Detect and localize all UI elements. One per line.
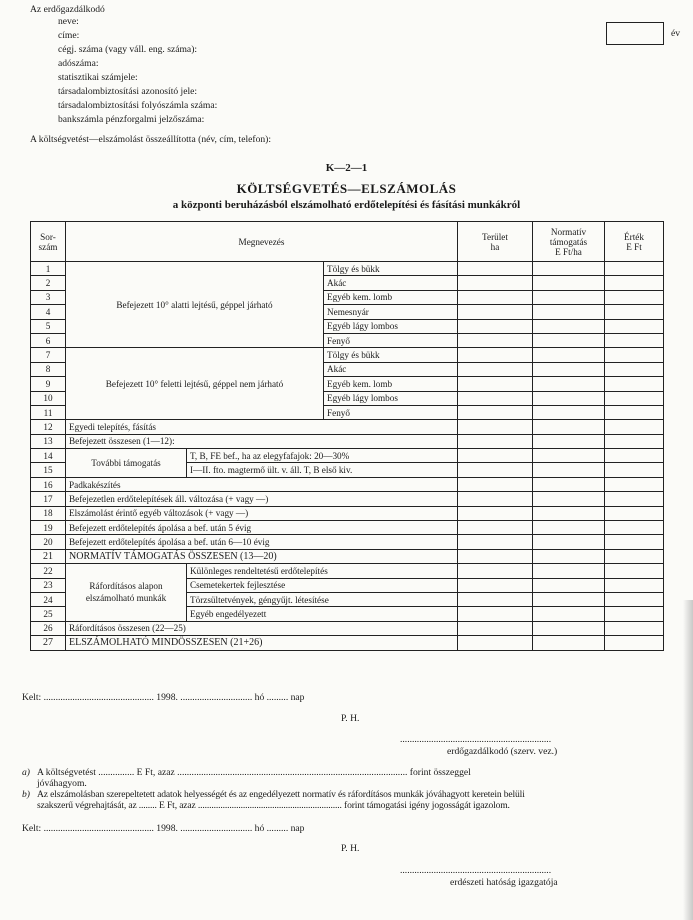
cell-normativ[interactable]: [533, 477, 605, 491]
cell-terulet[interactable]: [458, 449, 533, 463]
cell-terulet[interactable]: [458, 463, 533, 477]
row-label: Fenyő: [324, 333, 458, 347]
cell-terulet[interactable]: [458, 319, 533, 333]
col-header-normativ: Normatív támogatás E Ft/ha: [533, 222, 605, 262]
col-header-terulet: Terület ha: [458, 222, 533, 262]
cell-ertek[interactable]: [605, 477, 664, 491]
kelt-line-1[interactable]: Kelt: .............................................. 1998. .............................. hó ......... nap: [22, 692, 305, 703]
cell-terulet[interactable]: [458, 578, 533, 592]
cell-terulet[interactable]: [458, 377, 533, 391]
row-number: 8: [31, 362, 66, 376]
row-number: 2: [31, 276, 66, 290]
cell-normativ[interactable]: [533, 521, 605, 535]
cell-terulet[interactable]: [458, 506, 533, 520]
cell-ertek[interactable]: [605, 290, 664, 304]
row-label: Padkakészítés: [66, 477, 458, 491]
table-row: [31, 262, 664, 276]
row-number: 25: [31, 607, 66, 621]
cell-terulet[interactable]: [458, 305, 533, 319]
row-label: Akác: [324, 276, 458, 290]
group2-label: Befejezett 10° feletti lejtésű, géppel nem járható: [66, 348, 324, 420]
cell-normativ[interactable]: [533, 305, 605, 319]
header-line-cegj: cégj. száma (vagy váll. eng. száma):: [58, 44, 198, 55]
signature-line-2[interactable]: ...............................................................: [400, 865, 552, 876]
header-line-stat: statisztikai számjele:: [58, 72, 138, 83]
row-number: 9: [31, 377, 66, 391]
cell-terulet[interactable]: [458, 621, 533, 635]
cell-normativ[interactable]: [533, 607, 605, 621]
item-a-text-cont: jóváhagyom.: [37, 778, 87, 789]
row-number: 15: [31, 463, 66, 477]
row-number: 22: [31, 564, 66, 578]
budget-table: [30, 221, 664, 651]
cell-terulet[interactable]: [458, 276, 533, 290]
table-row: [31, 449, 664, 463]
cell-normativ[interactable]: [533, 405, 605, 419]
cell-terulet[interactable]: [458, 535, 533, 549]
cell-terulet[interactable]: [458, 362, 533, 376]
row-number: 11: [31, 405, 66, 419]
group1-label: Befejezett 10° alatti lejtésű, géppel járható: [66, 262, 324, 348]
cell-normativ[interactable]: [533, 592, 605, 606]
table-row: [31, 621, 664, 635]
row-number: 18: [31, 506, 66, 520]
cell-normativ[interactable]: [533, 434, 605, 448]
cell-terulet[interactable]: [458, 492, 533, 506]
row-label: I—II. fto. magtermő ült. v. áll. T, B első kiv.: [187, 463, 458, 477]
year-input-box[interactable]: [606, 22, 664, 45]
row-label: Nemesnyár: [324, 305, 458, 319]
row-label: Csemetekertek fejlesztése: [187, 578, 458, 592]
cell-ertek[interactable]: [605, 549, 664, 563]
cell-ertek[interactable]: [605, 362, 664, 376]
table-row: [31, 535, 664, 549]
row-number: 12: [31, 420, 66, 434]
header-line-bankszamla: bankszámla pénzforgalmi jelzőszáma:: [58, 114, 205, 125]
cell-normativ[interactable]: [533, 319, 605, 333]
row-label: Egyéb kem. lomb: [324, 290, 458, 304]
header-line-erdogazdalkodo: Az erdőgazdálkodó: [30, 4, 105, 15]
row-label: Tölgy és bükk: [324, 348, 458, 362]
item-a-label: a): [22, 767, 30, 778]
row-label: Egyéb engedélyezett: [187, 607, 458, 621]
cell-terulet[interactable]: [458, 333, 533, 347]
row-number: 4: [31, 305, 66, 319]
signature-label-2: erdészeti hatóság igazgatója: [450, 877, 558, 888]
cell-normativ[interactable]: [533, 506, 605, 520]
cell-terulet[interactable]: [458, 434, 533, 448]
cell-ertek[interactable]: [605, 348, 664, 362]
col-header-megnevezes: Megnevezés: [66, 222, 458, 262]
row-label: ELSZÁMOLHATÓ MINDÖSSZESEN (21+26): [66, 636, 458, 650]
row-label: Befejezett összesen (1—12):: [66, 434, 458, 448]
row-number: 23: [31, 578, 66, 592]
table-row: [31, 420, 664, 434]
signature-label-1: erdőgazdálkodó (szerv. vez.): [447, 746, 558, 757]
cell-terulet[interactable]: [458, 636, 533, 650]
raford-label: Ráfordításos alapon elszámolható munkák: [66, 564, 187, 622]
row-number: 24: [31, 592, 66, 606]
row-number: 26: [31, 621, 66, 635]
table-row: [31, 348, 664, 362]
cell-ertek[interactable]: [605, 592, 664, 606]
cell-ertek[interactable]: [605, 506, 664, 520]
col-header-ertek: Érték E Ft: [605, 222, 664, 262]
table-row: [31, 506, 664, 520]
row-number: 5: [31, 319, 66, 333]
cell-normativ[interactable]: [533, 578, 605, 592]
cell-ertek[interactable]: [605, 420, 664, 434]
cell-terulet[interactable]: [458, 348, 533, 362]
cell-normativ[interactable]: [533, 463, 605, 477]
cell-normativ[interactable]: [533, 636, 605, 650]
form-title: KÖLTSÉGVETÉS—ELSZÁMOLÁS: [236, 181, 457, 196]
row-label: Befejezett erdőtelepítés ápolása a bef. után 6—10 évig: [66, 535, 458, 549]
table-row: [31, 477, 664, 491]
table-row: [31, 492, 664, 506]
row-label: Befejezetlen erdőtelepítések áll. változása (+ vagy —): [66, 492, 458, 506]
cell-ertek[interactable]: [605, 391, 664, 405]
cell-ertek[interactable]: [605, 636, 664, 650]
table-row: [31, 549, 664, 563]
ph-stamp-2: P. H.: [341, 843, 360, 854]
cell-normativ[interactable]: [533, 333, 605, 347]
cell-normativ[interactable]: [533, 420, 605, 434]
item-b-text: Az elszámolásban szerepeltetett adatok helyességét és az engedélyezett normatív és ráfordításos munkák jóváhagyott keretein belüli: [37, 789, 525, 800]
header-line-taj: társadalombiztosítási azonosító jele:: [58, 86, 198, 97]
cell-normativ[interactable]: [533, 290, 605, 304]
cell-ertek[interactable]: [605, 463, 664, 477]
cell-normativ[interactable]: [533, 549, 605, 563]
row-number: 7: [31, 348, 66, 362]
cell-terulet[interactable]: [458, 564, 533, 578]
row-label: Egyéb kem. lomb: [324, 377, 458, 391]
header-line-cime: címe:: [58, 30, 80, 41]
table-row: [31, 434, 664, 448]
cell-ertek[interactable]: [605, 305, 664, 319]
cell-normativ[interactable]: [533, 276, 605, 290]
cell-ertek[interactable]: [605, 521, 664, 535]
cell-normativ[interactable]: [533, 535, 605, 549]
cell-terulet[interactable]: [458, 477, 533, 491]
cell-normativ[interactable]: [533, 262, 605, 276]
table-row: [31, 521, 664, 535]
row-number: 14: [31, 449, 66, 463]
row-number: 6: [31, 333, 66, 347]
cell-terulet[interactable]: [458, 521, 533, 535]
row-number: 20: [31, 535, 66, 549]
row-number: 19: [31, 521, 66, 535]
cell-ertek[interactable]: [605, 405, 664, 419]
table-header-row: [31, 222, 664, 262]
cell-terulet[interactable]: [458, 607, 533, 621]
cell-terulet[interactable]: [458, 405, 533, 419]
ph-stamp-1: P. H.: [341, 713, 360, 724]
form-code: K—2—1: [325, 162, 368, 174]
row-label: Különleges rendeltetésű erdőtelepítés: [187, 564, 458, 578]
kelt-line-2[interactable]: Kelt: .............................................. 1998. .............................. hó ......... nap: [22, 823, 305, 834]
item-b-label: b): [22, 789, 30, 800]
cell-ertek[interactable]: [605, 434, 664, 448]
row-number: 10: [31, 391, 66, 405]
item-a-text[interactable]: A költségvetést ............... E Ft, azaz ................................................................................................ forint összeggel: [37, 767, 471, 778]
row-number: 16: [31, 477, 66, 491]
header-line-adoszam: adószáma:: [58, 58, 99, 69]
row-label: Ráfordításos összesen (22—25): [66, 621, 458, 635]
cell-ertek[interactable]: [605, 377, 664, 391]
row-label: Egyedi telepítés, fásítás: [66, 420, 458, 434]
row-label: Befejezett erdőtelepítés ápolása a bef. után 5 évig: [66, 521, 458, 535]
cell-terulet[interactable]: [458, 549, 533, 563]
row-number: 1: [31, 262, 66, 276]
row-label: Tölgy és bükk: [324, 262, 458, 276]
row-label: Fenyő: [324, 405, 458, 419]
item-b-text-cont[interactable]: szakszerű végrehajtását, az ........ E Ft, azaz ................................................................ forint támogatási igény jogosságát igazolom.: [37, 800, 510, 811]
row-number: 21: [31, 549, 66, 563]
row-label: Elszámolást érintő egyéb változások (+ vagy —): [66, 506, 458, 520]
cell-terulet[interactable]: [458, 391, 533, 405]
tovabbi-label: További támogatás: [66, 449, 187, 478]
row-label: Egyéb lágy lombos: [324, 319, 458, 333]
cell-ertek[interactable]: [605, 449, 664, 463]
row-number: 13: [31, 434, 66, 448]
form-subtitle: a központi beruházásból elszámolható erdőtelepítési és fásítási munkákról: [172, 199, 521, 211]
row-label: T, B, FE bef., ha az elegyfafajok: 20—30%: [187, 449, 458, 463]
cell-terulet[interactable]: [458, 290, 533, 304]
cell-ertek[interactable]: [605, 276, 664, 290]
table-row: [31, 564, 664, 578]
cell-normativ[interactable]: [533, 492, 605, 506]
cell-ertek[interactable]: [605, 621, 664, 635]
year-label: év: [671, 28, 681, 39]
scan-edge-shadow: [683, 600, 693, 920]
row-label: Egyéb lágy lombos: [324, 391, 458, 405]
cell-normativ[interactable]: [533, 348, 605, 362]
cell-ertek[interactable]: [605, 564, 664, 578]
signature-line-1[interactable]: ...............................................................: [400, 734, 552, 745]
cell-normativ[interactable]: [533, 621, 605, 635]
cell-ertek[interactable]: [605, 607, 664, 621]
cell-normativ[interactable]: [533, 564, 605, 578]
cell-terulet[interactable]: [458, 592, 533, 606]
cell-ertek[interactable]: [605, 578, 664, 592]
cell-normativ[interactable]: [533, 391, 605, 405]
cell-ertek[interactable]: [605, 262, 664, 276]
cell-normativ[interactable]: [533, 449, 605, 463]
cell-normativ[interactable]: [533, 362, 605, 376]
cell-terulet[interactable]: [458, 420, 533, 434]
row-label: Törzsültetvények, géngyűjt. létesítése: [187, 592, 458, 606]
cell-ertek[interactable]: [605, 492, 664, 506]
cell-normativ[interactable]: [533, 377, 605, 391]
header-line-neve: neve:: [58, 16, 79, 27]
cell-ertek[interactable]: [605, 535, 664, 549]
cell-terulet[interactable]: [458, 262, 533, 276]
row-number: 3: [31, 290, 66, 304]
compiled-by-line: A költségvetést—elszámolást összeállította (név, cím, telefon):: [30, 134, 272, 145]
row-number: 27: [31, 636, 66, 650]
cell-ertek[interactable]: [605, 333, 664, 347]
cell-ertek[interactable]: [605, 319, 664, 333]
row-label: NORMATÍV TÁMOGATÁS ÖSSZESEN (13—20): [66, 549, 458, 563]
header-line-folyoszamla: társadalombiztosítási folyószámla száma:: [58, 100, 218, 111]
row-label: Akác: [324, 362, 458, 376]
col-header-sorszam: Sor- szám: [31, 222, 66, 262]
row-number: 17: [31, 492, 66, 506]
table-row: [31, 636, 664, 650]
